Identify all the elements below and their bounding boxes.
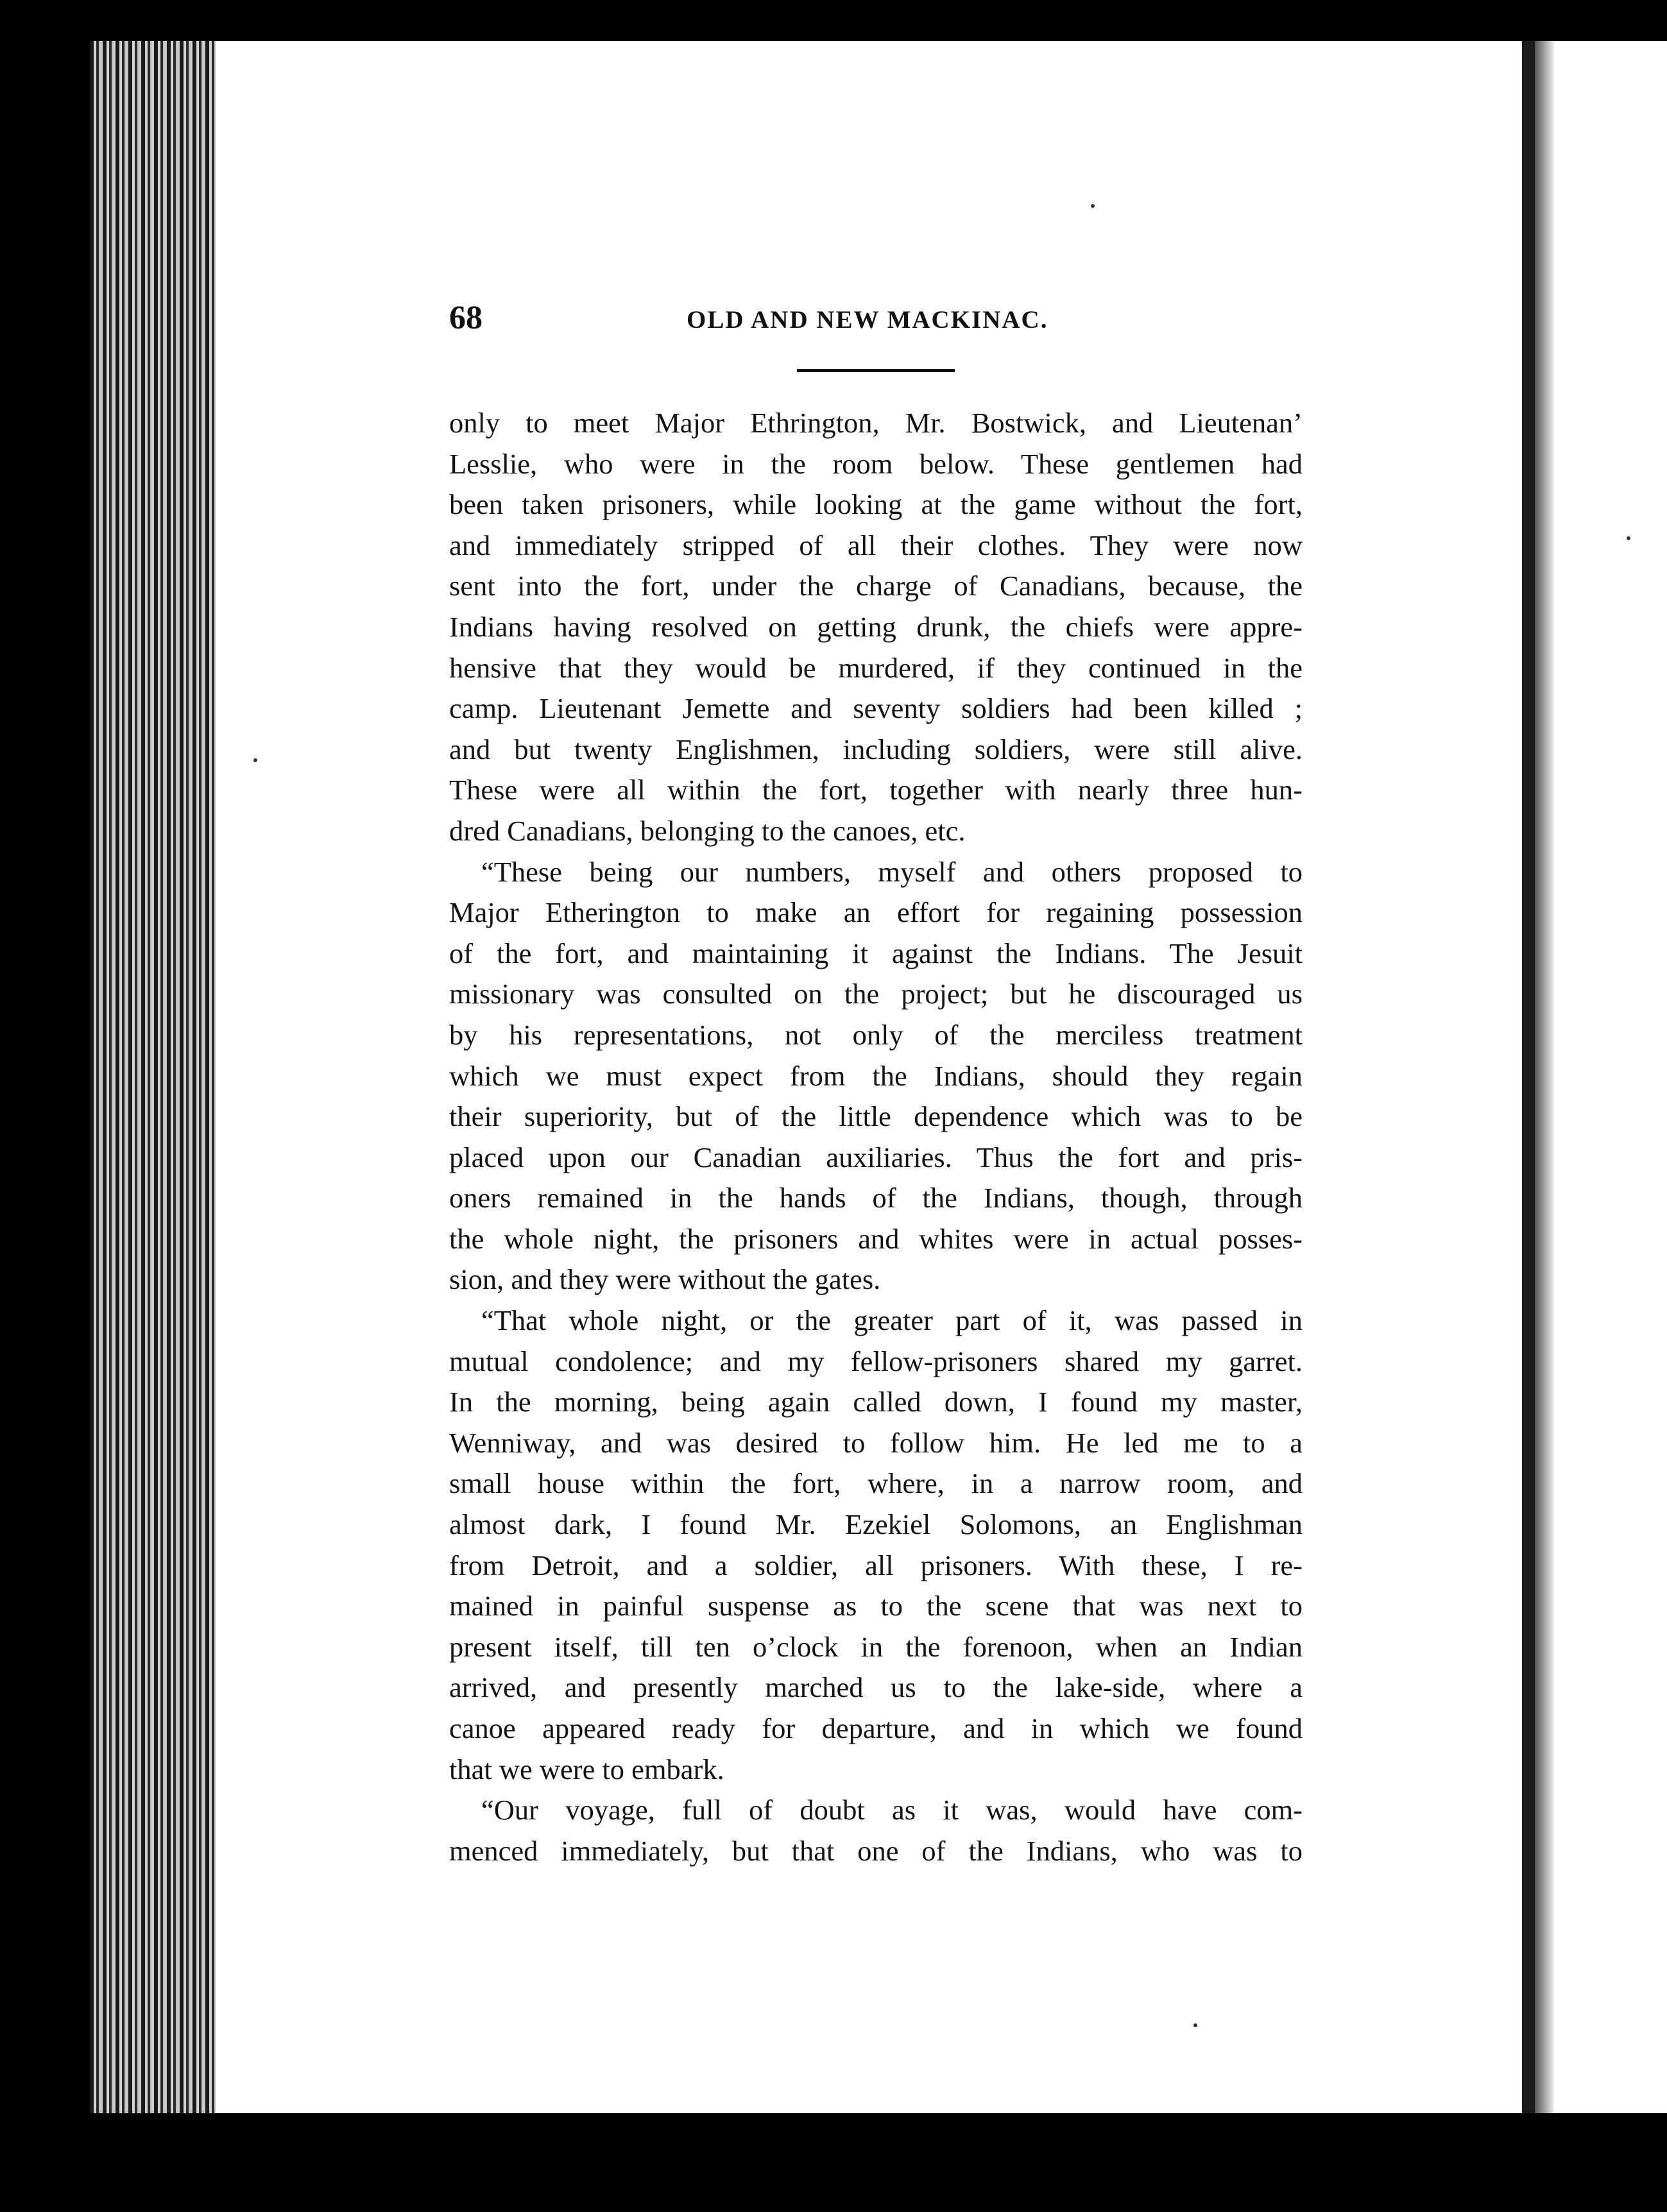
text-line: that we were to embark.: [449, 1753, 724, 1785]
text-line: These were all within the fort, together with nearly three hun-: [449, 774, 1303, 806]
text-line: from Detroit, and a soldier, all prisoners. With these, I re-: [449, 1549, 1303, 1581]
text-line: Major Etherington to make an effort for regaining possession: [449, 896, 1303, 929]
page-gutter-shadow: [1522, 41, 1535, 2113]
text-line: camp. Lieutenant Jemette and seventy soldiers had been killed ;: [449, 692, 1303, 725]
text-line: almost dark, I found Mr. Ezekiel Solomons, an Englishman: [449, 1508, 1303, 1541]
page-number: 68: [449, 300, 483, 336]
header-rule: [797, 369, 955, 372]
body-text: [449, 403, 1303, 1871]
book-page-edges: [90, 41, 216, 2113]
page-header: [449, 299, 1303, 344]
text-line: hensive that they would be murdered, if they continued in the: [449, 651, 1303, 684]
text-line: been taken prisoners, while looking at the game without the fort,: [449, 488, 1303, 521]
text-line: “These being our numbers, myself and others proposed to: [481, 855, 1303, 888]
text-line: and immediately stripped of all their clothes. They were now: [449, 529, 1303, 561]
text-line: only to meet Major Ethrington, Mr. Bostwick, and Lieutenan’: [449, 407, 1303, 439]
text-line: mained in painful suspense as to the scene that was next to: [449, 1590, 1303, 1622]
text-line: mutual condolence; and my fellow-prisoners shared my garret.: [449, 1345, 1303, 1377]
text-line: present itself, till ten o’clock in the forenoon, when an Indian: [449, 1630, 1303, 1663]
text-line: sent into the fort, under the charge of Canadians, because, the: [449, 570, 1303, 602]
scan-speck: [1193, 2023, 1197, 2027]
scan-speck: [253, 758, 257, 762]
facing-page-gutter: [1535, 41, 1554, 2113]
facing-page-edge: [1535, 41, 1667, 2113]
text-line: sion, and they were without the gates.: [449, 1263, 881, 1296]
text-line: Lesslie, who were in the room below. These gentlemen had: [449, 447, 1303, 480]
running-title: OLD AND NEW MACKINAC.: [687, 306, 1048, 334]
text-line: placed upon our Canadian auxiliaries. Thus the fort and pris-: [449, 1141, 1303, 1173]
text-line: canoe appeared ready for departure, and in which we found: [449, 1712, 1303, 1744]
text-line: arrived, and presently marched us to the lake-side, where a: [449, 1671, 1303, 1704]
text-line: Wenniway, and was desired to follow him. He led me to a: [449, 1426, 1303, 1459]
text-line: menced immediately, but that one of the Indians, who was to: [449, 1834, 1303, 1867]
text-line: Indians having resolved on getting drunk, the chiefs were appre-: [449, 610, 1303, 643]
text-line: missionary was consulted on the project; but he discouraged us: [449, 978, 1303, 1010]
text-line: “That whole night, or the greater part of it, was passed in: [481, 1304, 1303, 1337]
text-line: their superiority, but of the little dependence which was to be: [449, 1100, 1303, 1133]
text-line: by his representations, not only of the merciless treatment: [449, 1018, 1303, 1051]
scan-speck: [1091, 204, 1095, 208]
text-line: oners remained in the hands of the Indians, though, through: [449, 1182, 1303, 1214]
text-line: which we must expect from the Indians, should they regain: [449, 1059, 1303, 1092]
text-line: In the morning, being again called down, I found my master,: [449, 1386, 1303, 1418]
text-line: small house within the fort, where, in a narrow room, and: [449, 1467, 1303, 1500]
text-line: dred Canadians, belonging to the canoes, etc.: [449, 814, 966, 847]
text-line: “Our voyage, full of doubt as it was, would have com-: [481, 1794, 1303, 1826]
text-line: the whole night, the prisoners and whites were in actual posses-: [449, 1222, 1303, 1255]
text-line: of the fort, and maintaining it against the Indians. The Jesuit: [449, 937, 1303, 969]
scan-speck: [1627, 536, 1630, 540]
text-line: and but twenty Englishmen, including soldiers, were still alive.: [449, 733, 1303, 765]
